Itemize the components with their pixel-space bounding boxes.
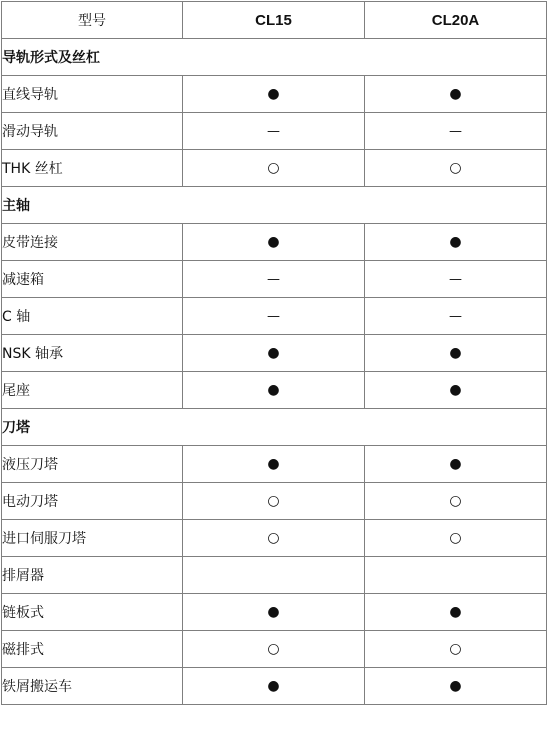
feature-row (2, 76, 547, 113)
standard-mark: ● (449, 382, 462, 398)
section-row (2, 187, 547, 224)
standard-mark: ● (449, 234, 462, 250)
not-available-mark: — (449, 308, 462, 324)
section-title: 刀塔 (2, 409, 547, 446)
optional-mark: ○ (449, 160, 462, 176)
cl15-availability-cell (183, 668, 365, 705)
standard-mark: ● (267, 86, 280, 102)
not-available-mark: — (267, 123, 280, 139)
section-title: 导轨形式及丝杠 (2, 39, 547, 76)
section-row (2, 39, 547, 76)
feature-name: 液压刀塔 (2, 446, 183, 483)
feature-row (2, 520, 547, 557)
feature-name: 链板式 (2, 594, 183, 631)
cl15-availability-cell (183, 520, 365, 557)
feature-name: C 轴 (2, 298, 183, 335)
feature-row (2, 224, 547, 261)
cl20a-availability-cell (365, 150, 547, 187)
not-available-mark: — (267, 308, 280, 324)
cl15-availability-cell (183, 483, 365, 520)
cl20a-availability-cell (365, 298, 547, 335)
cl15-availability-cell (183, 557, 365, 594)
optional-mark: ○ (449, 493, 462, 509)
cl20a-availability-cell (365, 557, 547, 594)
cl15-availability-cell (183, 372, 365, 409)
feature-name: 磁排式 (2, 631, 183, 668)
standard-mark: ● (267, 234, 280, 250)
cl20a-availability-cell (365, 113, 547, 150)
feature-row (2, 113, 547, 150)
optional-mark: ○ (449, 530, 462, 546)
feature-row (2, 631, 547, 668)
cl15-availability-cell (183, 150, 365, 187)
cl15-availability-cell (183, 631, 365, 668)
cl15-availability-cell (183, 446, 365, 483)
optional-mark: ○ (267, 530, 280, 546)
optional-mark: ○ (267, 641, 280, 657)
feature-row (2, 446, 547, 483)
feature-name: 减速箱 (2, 261, 183, 298)
model-header-cl15: CL15 (183, 2, 365, 39)
section-row (2, 409, 547, 446)
cl20a-availability-cell (365, 520, 547, 557)
feature-row (2, 150, 547, 187)
feature-row (2, 372, 547, 409)
not-available-mark: — (449, 271, 462, 287)
standard-mark: ● (449, 678, 462, 694)
feature-row (2, 668, 547, 705)
not-available-mark: — (267, 271, 280, 287)
feature-name: 铁屑搬运车 (2, 668, 183, 705)
standard-mark: ● (267, 678, 280, 694)
section-title: 主轴 (2, 187, 547, 224)
cl20a-availability-cell (365, 76, 547, 113)
not-available-mark: — (449, 123, 462, 139)
cl20a-availability-cell (365, 668, 547, 705)
feature-row (2, 594, 547, 631)
standard-mark: ● (267, 456, 280, 472)
cl20a-availability-cell (365, 224, 547, 261)
cl15-availability-cell (183, 298, 365, 335)
cl15-availability-cell (183, 224, 365, 261)
cl15-availability-cell (183, 113, 365, 150)
cl15-availability-cell (183, 76, 365, 113)
model-label-cell: 型号 (2, 2, 183, 39)
model-header-cl20a: CL20A (365, 2, 547, 39)
feature-row (2, 483, 547, 520)
standard-mark: ● (267, 604, 280, 620)
feature-name: 进口伺服刀塔 (2, 520, 183, 557)
standard-mark: ● (267, 382, 280, 398)
feature-name: 皮带连接 (2, 224, 183, 261)
feature-name: 直线导轨 (2, 76, 183, 113)
cl20a-availability-cell (365, 631, 547, 668)
cl20a-availability-cell (365, 261, 547, 298)
feature-name: 滑动导轨 (2, 113, 183, 150)
feature-name: 尾座 (2, 372, 183, 409)
spec-table (1, 1, 547, 705)
feature-row (2, 298, 547, 335)
feature-name: 排屑器 (2, 557, 183, 594)
cl20a-availability-cell (365, 335, 547, 372)
optional-mark: ○ (267, 493, 280, 509)
spec-table-body (2, 2, 547, 705)
cl20a-availability-cell (365, 372, 547, 409)
cl20a-availability-cell (365, 483, 547, 520)
feature-row (2, 261, 547, 298)
cl15-availability-cell (183, 594, 365, 631)
cl15-availability-cell (183, 261, 365, 298)
standard-mark: ● (449, 86, 462, 102)
optional-mark: ○ (449, 641, 462, 657)
cl20a-availability-cell (365, 594, 547, 631)
feature-name: 电动刀塔 (2, 483, 183, 520)
feature-name: THK 丝杠 (2, 150, 183, 187)
feature-row (2, 557, 547, 594)
cl20a-availability-cell (365, 446, 547, 483)
cl15-availability-cell (183, 335, 365, 372)
standard-mark: ● (449, 345, 462, 361)
header-row (2, 2, 547, 39)
standard-mark: ● (449, 456, 462, 472)
optional-mark: ○ (267, 160, 280, 176)
standard-mark: ● (267, 345, 280, 361)
standard-mark: ● (449, 604, 462, 620)
feature-row (2, 335, 547, 372)
feature-name: NSK 轴承 (2, 335, 183, 372)
